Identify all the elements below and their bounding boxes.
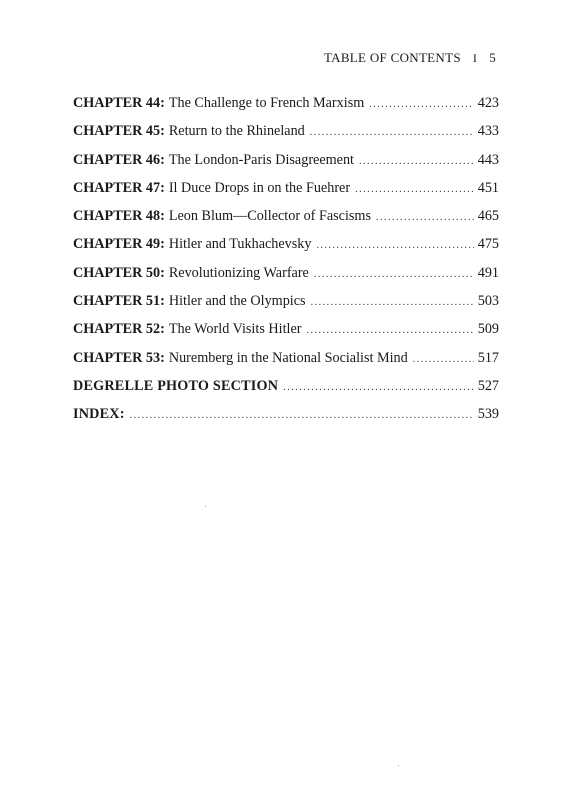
toc-entry <box>73 378 499 406</box>
scan-speck <box>398 765 399 766</box>
toc-entry-page: 451 <box>477 179 499 196</box>
toc-entry <box>73 293 499 321</box>
toc-entry-title: Return to the Rhineland <box>168 123 305 140</box>
dot-leader <box>314 269 474 280</box>
toc-entry <box>73 95 499 123</box>
toc-entry-page: 509 <box>477 321 499 338</box>
toc-entry <box>73 123 499 151</box>
toc-entry-title: Nuremberg in the National Socialist Mind <box>168 349 408 366</box>
toc-entry <box>73 180 499 208</box>
toc-entry-label: CHAPTER 49: <box>73 236 165 253</box>
toc-entry-label: CHAPTER 48: <box>73 208 165 225</box>
running-head-title: TABLE OF CONTENTS <box>323 50 461 65</box>
toc-entry-label: CHAPTER 52: <box>73 321 165 338</box>
toc-entry-page: 475 <box>477 236 499 253</box>
toc-entry-title: Il Duce Drops in on the Fuehrer <box>168 179 351 196</box>
toc-entry-label: CHAPTER 45: <box>73 123 165 140</box>
dot-leader <box>130 410 474 421</box>
toc-entry-title: The London-Paris Disagreement <box>168 151 354 168</box>
toc-entry-page: 503 <box>477 293 499 310</box>
toc-entry <box>73 236 499 264</box>
toc-entry-label: CHAPTER 44: <box>73 95 165 111</box>
toc-entry-title: Hitler and Tukhachevsky <box>168 236 312 253</box>
toc-entry-label: CHAPTER 50: <box>73 264 165 281</box>
dot-leader <box>311 297 474 308</box>
toc-entry-title: Revolutionizing Warfare <box>168 264 309 281</box>
toc-entry-label: CHAPTER 53: <box>73 349 165 366</box>
toc-entry-label: DEGRELLE PHOTO SECTION <box>73 377 279 394</box>
toc-entry-page: 465 <box>477 208 499 225</box>
dot-leader <box>283 382 474 393</box>
running-head <box>324 50 496 66</box>
dot-leader <box>369 99 474 110</box>
toc-entry-title: Leon Blum—Collector of Fascisms <box>168 208 371 225</box>
toc-entry-page: 527 <box>477 377 499 394</box>
table-of-contents <box>73 95 499 435</box>
scan-speck <box>205 506 206 507</box>
toc-entry-label: CHAPTER 46: <box>73 151 165 168</box>
toc-entry <box>73 350 499 378</box>
toc-entry-page: 539 <box>477 406 499 423</box>
toc-entry-page: 443 <box>477 151 499 168</box>
dot-leader <box>413 354 474 365</box>
toc-entry-page: 423 <box>477 95 499 111</box>
running-head-separator: I <box>472 51 478 65</box>
toc-entry-label: CHAPTER 51: <box>73 293 165 310</box>
toc-entry-page: 517 <box>477 349 499 366</box>
toc-entry <box>73 265 499 293</box>
toc-entry <box>73 321 499 349</box>
toc-entry-title: The World Visits Hitler <box>168 321 302 338</box>
toc-entry-label: INDEX: <box>73 406 125 423</box>
page-number: 5 <box>489 50 496 65</box>
dot-leader <box>359 156 474 167</box>
toc-entry-page: 491 <box>477 264 499 281</box>
dot-leader <box>306 325 474 336</box>
dot-leader <box>316 240 474 251</box>
dot-leader <box>310 127 474 138</box>
toc-entry <box>73 152 499 180</box>
dot-leader <box>376 212 474 223</box>
dot-leader <box>355 184 474 195</box>
toc-entry-label: CHAPTER 47: <box>73 179 165 196</box>
toc-entry <box>73 406 499 434</box>
toc-entry-title: Hitler and the Olympics <box>168 293 306 310</box>
toc-entry <box>73 208 499 236</box>
toc-entry-title: The Challenge to French Marxism <box>168 95 365 111</box>
toc-entry-page: 433 <box>477 123 499 140</box>
